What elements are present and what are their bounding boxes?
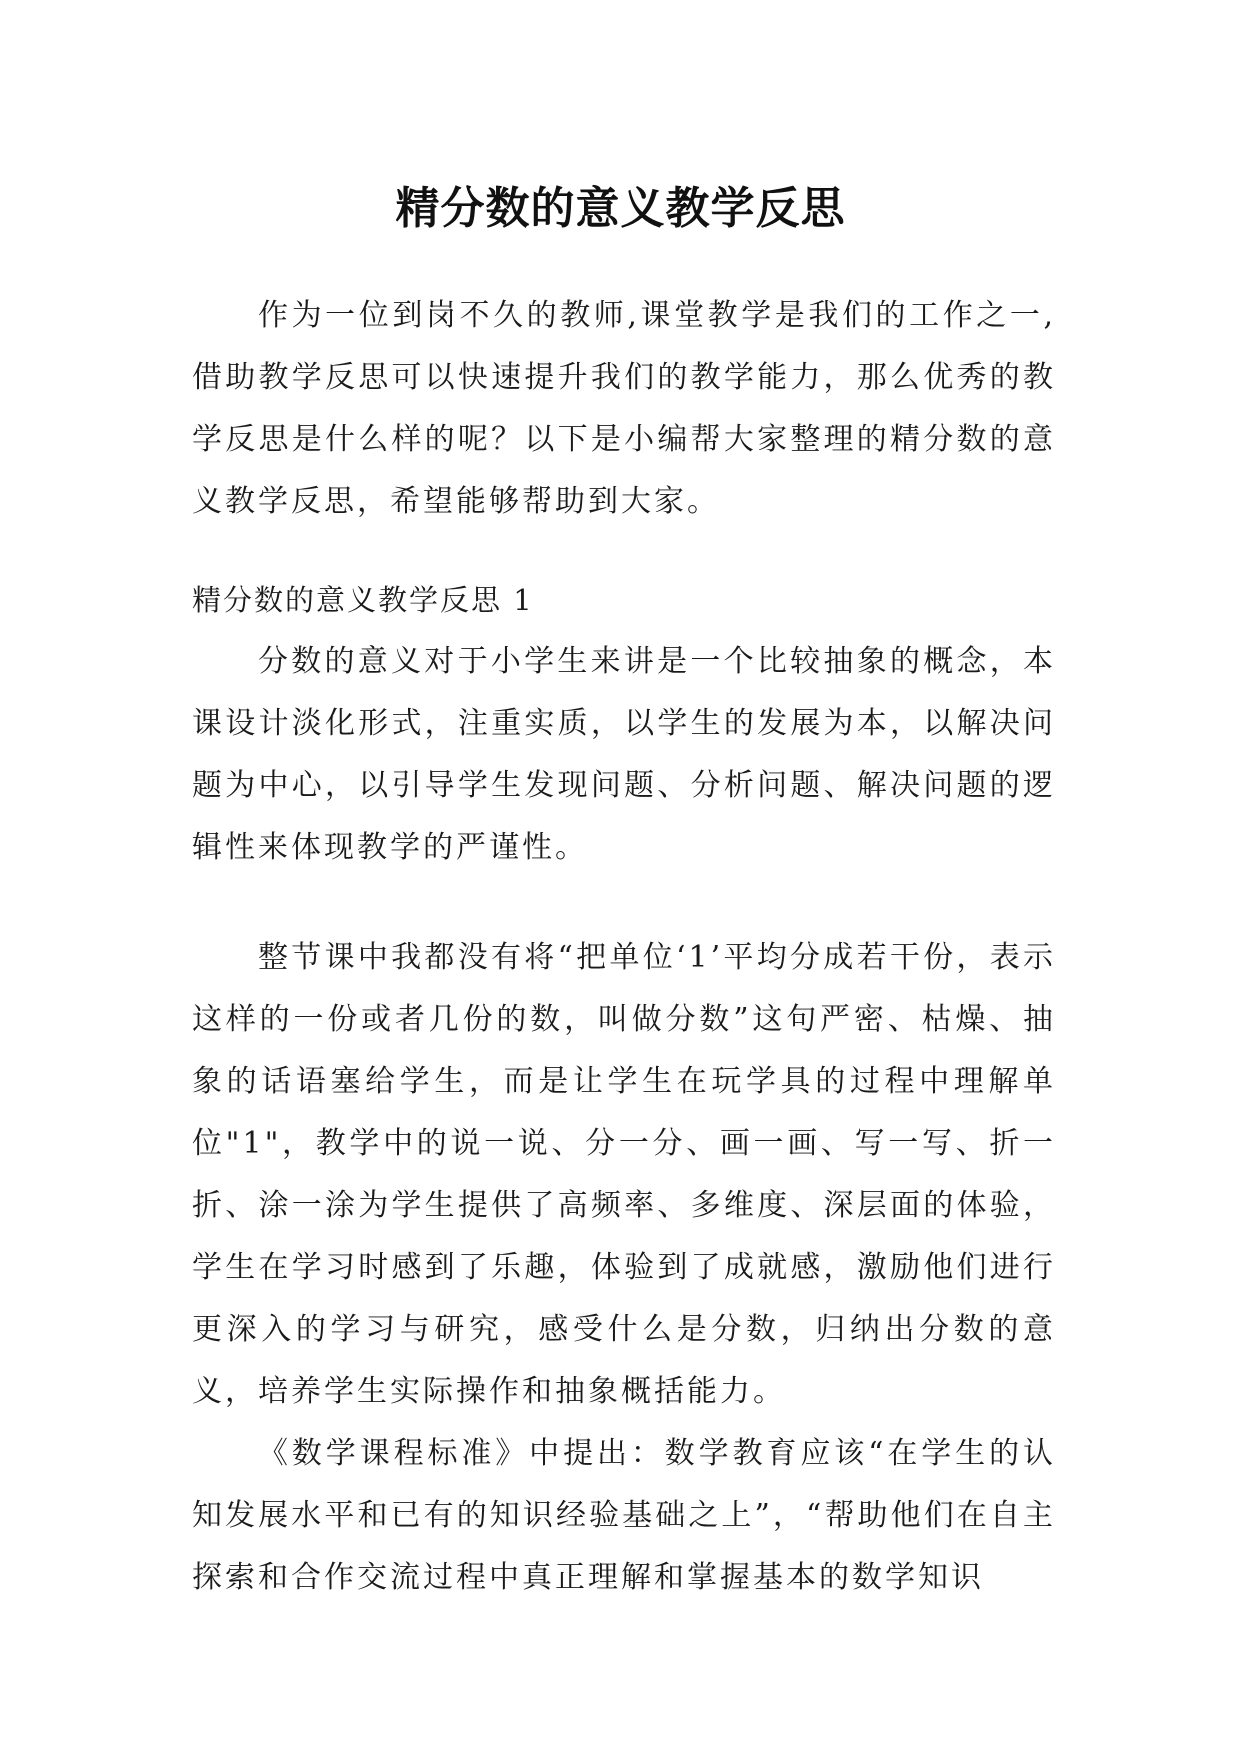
body-paragraph-3: 《数学课程标准》中提出：数学教育应该“在学生的认知发展水平和已有的知识经验基础之上”，“帮助他们在自主探索和合作交流过程中真正理解和掌握基本的数学知识: [192, 1436, 1056, 1595]
spacer: [192, 533, 1056, 569]
document-body: [192, 285, 1056, 1609]
document-title: 精分数的意义教学反思: [395, 183, 846, 235]
body-paragraph-2: 整节课中我都没有将“把单位‘1’平均分成若干份，表示这样的一份或者几份的数，叫做分数”这句严密、枯燥、抽象的话语塞给学生，而是让学生在玩学具的过程中理解单位"1"，教学中的说一说、分一分、画一画、写一写、折一折、涂一涂为学生提供了高频率、多维度、深层面的体验，学生在学习时感到了乐趣，体验到了成就感，激励他们进行更深入的学习与研究，感受什么是分数，归纳出分数的意义，培养学生实际操作和抽象概括能力。: [192, 940, 1056, 1409]
spacer: [192, 879, 1056, 927]
body-paragraph-1: 分数的意义对于小学生来讲是一个比较抽象的概念，本课设计淡化形式，注重实质，以学生的发展为本，以解决问题为中心，以引导学生发现问题、分析问题、解决问题的逻辑性来体现教学的严谨性。: [192, 644, 1056, 865]
section-heading: 精分数的意义教学反思 1: [192, 583, 534, 617]
intro-paragraph: 作为一位到岗不久的教师,课堂教学是我们的工作之一,借助教学反思可以快速提升我们的教学能力，那么优秀的教学反思是什么样的呢？以下是小编帮大家整理的精分数的意义教学反思，希望能够帮助到大家。: [192, 298, 1056, 519]
